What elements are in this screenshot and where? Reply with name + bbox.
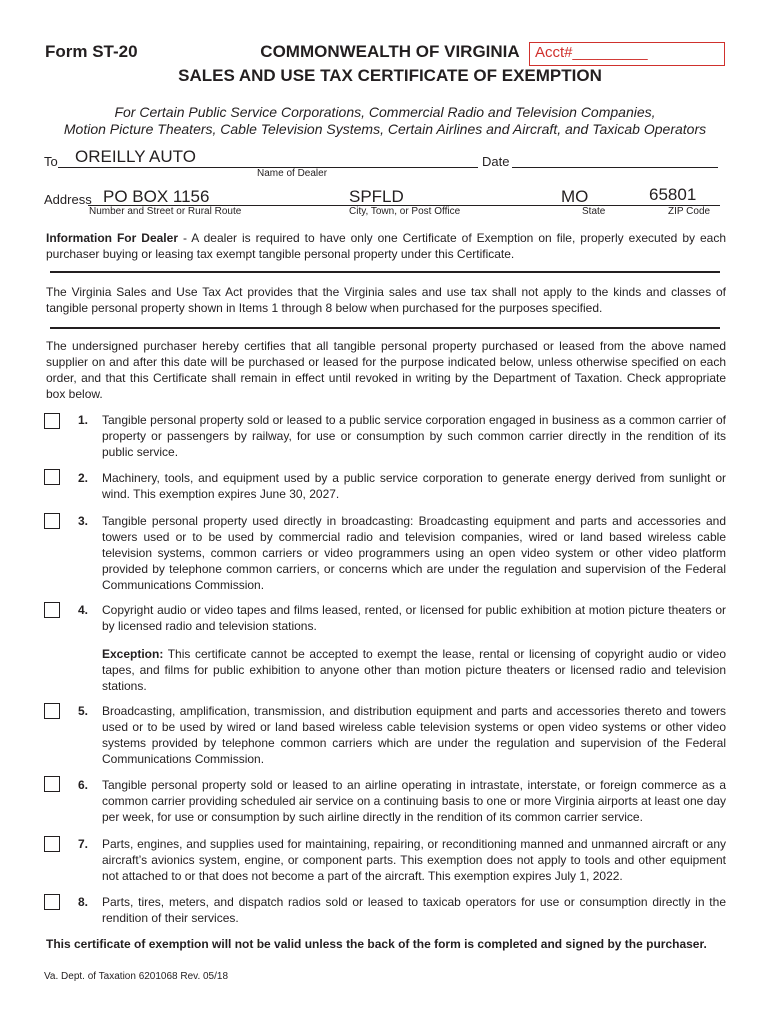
divider-rule — [50, 271, 720, 273]
info-text: - A dealer is required to have only one Certificate of Exemption on file, properly executed by each purchaser buying or leasing tax exempt tangible personal property under this Certificate. — [46, 231, 727, 261]
title-certificate: SALES AND USE TAX CERTIFICATE OF EXEMPTION — [178, 66, 602, 85]
state-caption: State — [582, 206, 606, 217]
city-field[interactable]: SPFLD — [349, 187, 404, 206]
item-1-checkbox[interactable] — [44, 413, 60, 429]
item-6-checkbox[interactable] — [44, 776, 60, 792]
item-4-checkbox[interactable] — [44, 602, 60, 618]
footer-revision: Va. Dept. of Taxation 6201068 Rev. 05/18 — [44, 971, 229, 982]
to-label: To — [44, 154, 58, 169]
dealer-name-caption: Name of Dealer — [257, 168, 328, 179]
item-2-text: Machinery, tools, and equipment used by a public service corporation to generate energy derived from sunlight or wind. This exemption expires June 30, 2027. — [102, 471, 726, 501]
item-3-text: Tangible personal property used directly in broadcasting: Broadcasting equipment and parts and accessories and towers used or to be used by commercial radio and television companies, wired or land based wireless cable television systems, common carriers or video programmers using an open video system or other video platform provided by telephone common carriers, or concerns which are under the regulation and supervision of the Federal Communications Commission. — [102, 514, 726, 592]
city-caption: City, Town, or Post Office — [349, 206, 461, 217]
item-1-text: Tangible personal property sold or leased to a public service corporation engaged in business as a common carrier of property or passengers by railway, for use or consumption by such common carrier directly in the rendition of its public service. — [102, 413, 726, 459]
item-number: 4. — [78, 603, 89, 617]
divider-rule — [50, 327, 720, 329]
dealer-name-field[interactable]: OREILLY AUTO — [75, 147, 196, 166]
certify-paragraph: The undersigned purchaser hereby certifies that all tangible personal property purchased or leased from the above named supplier on and after this date will be purchased or leased for the purpose indicated below, unless otherwise specified on each order, and that this Certificate shall remain in effect until revoked in writing by the Department of Taxation. Check appropriate box below. — [46, 339, 726, 401]
closing-statement: This certificate of exemption will not be valid unless the back of the form is completed and signed by the purchaser. — [46, 937, 707, 951]
exception-text: This certificate cannot be accepted to exempt the lease, rental or licensing of copyright audio or video tapes, and films for public exhibition to anyone other than motion picture theaters or licensed radio and television stations. — [102, 647, 726, 693]
item-7-text: Parts, engines, and supplies used for maintaining, repairing, or reconditioning manned and unmanned aircraft or any aircraft’s avionics system, engine, or component parts. This exemption does not apply to tools and other equipment not attached to or that does not become a part of the aircraft. This exemption expires July 1, 2022. — [102, 837, 726, 883]
street-field[interactable]: PO BOX 1156 — [103, 187, 210, 206]
address-label: Address — [44, 192, 92, 207]
item-number: 2. — [78, 471, 89, 485]
item-number: 8. — [78, 895, 89, 909]
item-8-text: Parts, tires, meters, and dispatch radios sold or leased to taxicab operators for use or consumption directly in the rendition of their services. — [102, 895, 726, 925]
item-6-text: Tangible personal property sold or leased to an airline operating in intrastate, interstate, or foreign commerce as a common carrier providing scheduled air service on a continuing basis to one or more Virginia airports at least one day per week, for use or consumption by such airline directly in the rendition of its common carrier service. — [102, 778, 726, 824]
zip-caption: ZIP Code — [668, 206, 711, 217]
info-for-dealer — [46, 230, 726, 262]
exception-note — [102, 646, 726, 694]
item-7-checkbox[interactable] — [44, 836, 60, 852]
street-caption: Number and Street or Rural Route — [89, 206, 242, 217]
item-number: 1. — [78, 413, 89, 427]
item-2-checkbox[interactable] — [44, 469, 60, 485]
acct-field[interactable]: Acct#_________ — [529, 42, 725, 66]
item-5-text: Broadcasting, amplification, transmission, and distribution equipment and parts and accessories thereto and towers used or to be used by wired or land based wireless cable television systems or open video systems or other video systems provided by telephone common carriers which are under the regulation and supervision of the Federal Communications Commission. — [102, 704, 726, 766]
item-number: 7. — [78, 837, 89, 851]
item-4-text: Copyright audio or video tapes and films leased, rented, or licensed for public exhibition at motion picture theaters or by licensed radio and television stations. — [102, 603, 726, 633]
item-3-checkbox[interactable] — [44, 513, 60, 529]
item-5-checkbox[interactable] — [44, 703, 60, 719]
form-id: Form ST-20 — [45, 42, 138, 61]
date-line — [512, 167, 718, 168]
title-commonwealth: COMMONWEALTH OF VIRGINIA — [260, 42, 520, 61]
date-label: Date — [482, 154, 510, 169]
info-heading: Information For Dealer — [46, 231, 178, 245]
state-field[interactable]: MO — [561, 187, 589, 206]
subtitle-line1: For Certain Public Service Corporations, Commercial Radio and Television Companies, — [114, 104, 656, 120]
item-number: 5. — [78, 704, 89, 718]
zip-field[interactable]: 65801 — [649, 185, 697, 204]
subtitle-line2: Motion Picture Theaters, Cable Television Systems, Certain Airlines and Aircraft, and Taxicab Operators — [63, 121, 707, 137]
item-number: 6. — [78, 778, 89, 792]
act-paragraph: The Virginia Sales and Use Tax Act provides that the Virginia sales and use tax shall not apply to the kinds and classes of tangible personal property shown in Items 1 through 8 below when purchased for the purposes specified. — [46, 285, 726, 315]
item-8-checkbox[interactable] — [44, 894, 60, 910]
item-number: 3. — [78, 514, 89, 528]
exception-label: Exception: — [102, 647, 164, 661]
